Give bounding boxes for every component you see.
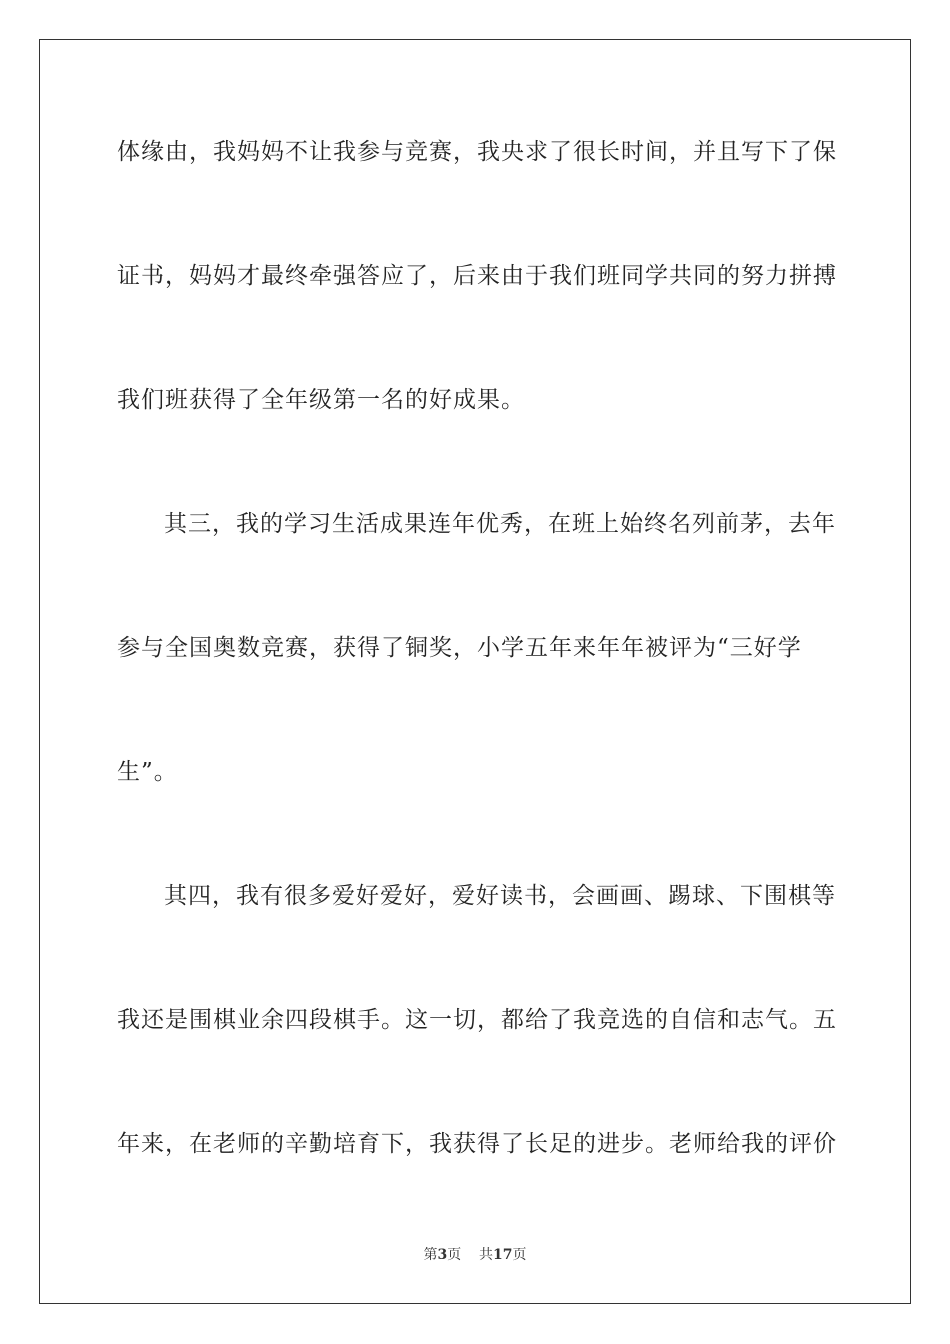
text-line: 我还是围棋业余四段棋手。这一切，都给了我竞选的自信和志气。五 bbox=[117, 1007, 837, 1033]
paragraph-first-line: 其三，我的学习生活成果连年优秀，在班上始终名列前茅，去年 bbox=[164, 511, 836, 537]
total-prefix: 共 bbox=[479, 1247, 494, 1263]
text-line: 证书，妈妈才最终牵强答应了，后来由于我们班同学共同的努力拼搏 bbox=[117, 263, 837, 289]
page-border bbox=[39, 39, 911, 1304]
text-line: 我们班获得了全年级第一名的好成果。 bbox=[117, 387, 525, 413]
text-line: 生”。 bbox=[117, 759, 178, 785]
text-line: 体缘由，我妈妈不让我参与竞赛，我央求了很长时间，并且写下了保 bbox=[117, 139, 837, 165]
page-number: 3 bbox=[437, 1247, 448, 1263]
page-suffix: 页 bbox=[447, 1247, 462, 1263]
page-footer bbox=[0, 1246, 950, 1264]
total-pages: 17 bbox=[493, 1247, 513, 1263]
page-prefix: 第 bbox=[423, 1247, 438, 1263]
text-line: 参与全国奥数竞赛，获得了铜奖，小学五年来年年被评为“三好学 bbox=[117, 635, 802, 661]
text-line: 年来，在老师的辛勤培育下，我获得了长足的进步。老师给我的评价 bbox=[117, 1131, 837, 1157]
paragraph-first-line: 其四，我有很多爱好爱好，爱好读书，会画画、踢球、下围棋等 bbox=[164, 883, 836, 909]
total-suffix: 页 bbox=[512, 1247, 527, 1263]
